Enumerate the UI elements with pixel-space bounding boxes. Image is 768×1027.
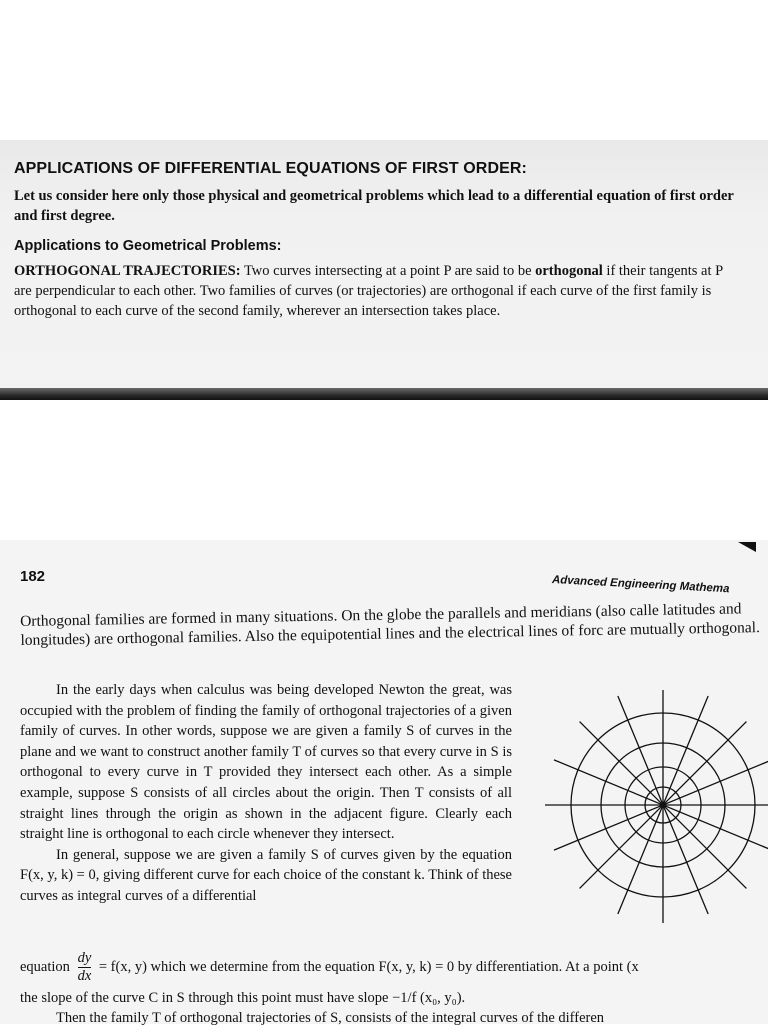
fraction-denominator: dx — [77, 968, 92, 984]
running-head: Advanced Engineering Mathema — [551, 574, 730, 596]
globe-paragraph: Orthogonal families are formed in many situations. On the globe the parallels and meridians (also calle latitudes and longitudes) are orthogonal families. Also the equipotential lines and the electrical lines of forc are mutually orthogonal. — [20, 600, 761, 649]
book-page — [0, 540, 768, 1024]
text-column — [20, 680, 512, 907]
definition-text-1: Two curves intersecting at a point P are said to be — [240, 263, 536, 279]
orthogonal-definition — [14, 261, 740, 321]
slope-line: the slope of the curve C in S through this point must have slope −1/f (x₀, y₀). — [20, 990, 466, 1006]
derivative-fraction — [78, 950, 92, 985]
equation-word: equation — [20, 958, 70, 975]
page-number: 182 — [20, 568, 46, 585]
blank-top-margin — [0, 0, 768, 140]
origin-point — [660, 802, 666, 808]
equation-line — [20, 950, 768, 985]
upper-excerpt — [0, 140, 768, 390]
subsection-heading: Applications to Geometrical Problems: — [14, 238, 282, 254]
orthogonal-term: ORTHOGONAL TRAJECTORIES: — [14, 263, 241, 279]
definition-text-2: if their tangents at P are perpendicular to each other. Two families of curves (or trajectories) are orthogonal if each curve of the first family is orthogonal to each curve of the second family, wherever an intersection takes place. — [14, 263, 723, 319]
orthogonal-figure — [528, 690, 768, 930]
corner-mark — [738, 542, 756, 552]
scan-edge-bar — [0, 388, 768, 400]
trajectories-line: Then the family T of orthogonal trajectories of S, consists of the integral curves of the differen — [56, 1010, 605, 1026]
newton-paragraph: In the early days when calculus was being developed Newton the great, was occupied with the problem of finding the family of orthogonal trajectories of a given family of curves. In other words, suppose we are given a family S of curves in the plane and we want to construct another family T of curves so that every curve in S is orthogonal to every curve in T provided they intersect each other. As a simple example, suppose S consists of all circles about the origin. Then T consists of all straight lines through the origin as shown in the adjacent figure. Clearly each straight line is orthogonal to each circle whenever they intersect. — [20, 682, 512, 843]
equation-rest: which we determine from the equation F(x, y, k) = 0 by differentiation. At a point (x — [146, 958, 639, 975]
fraction-numerator: dy — [77, 950, 92, 966]
intro-paragraph: Let us consider here only those physical and geometrical problems which lead to a differential equation of first order and first degree. — [14, 188, 734, 224]
equation-rhs: = f(x, y) — [98, 958, 147, 975]
orthogonal-word: orthogonal — [535, 263, 603, 279]
section-heading: APPLICATIONS OF DIFFERENTIAL EQUATIONS OF FIRST ORDER: — [14, 160, 527, 177]
general-paragraph: In general, suppose we are given a family S of curves given by the equation F(x, y, k) = 0, giving different curve for each choice of the constant k. Think of these curves as integral curves of a differential — [20, 846, 512, 904]
